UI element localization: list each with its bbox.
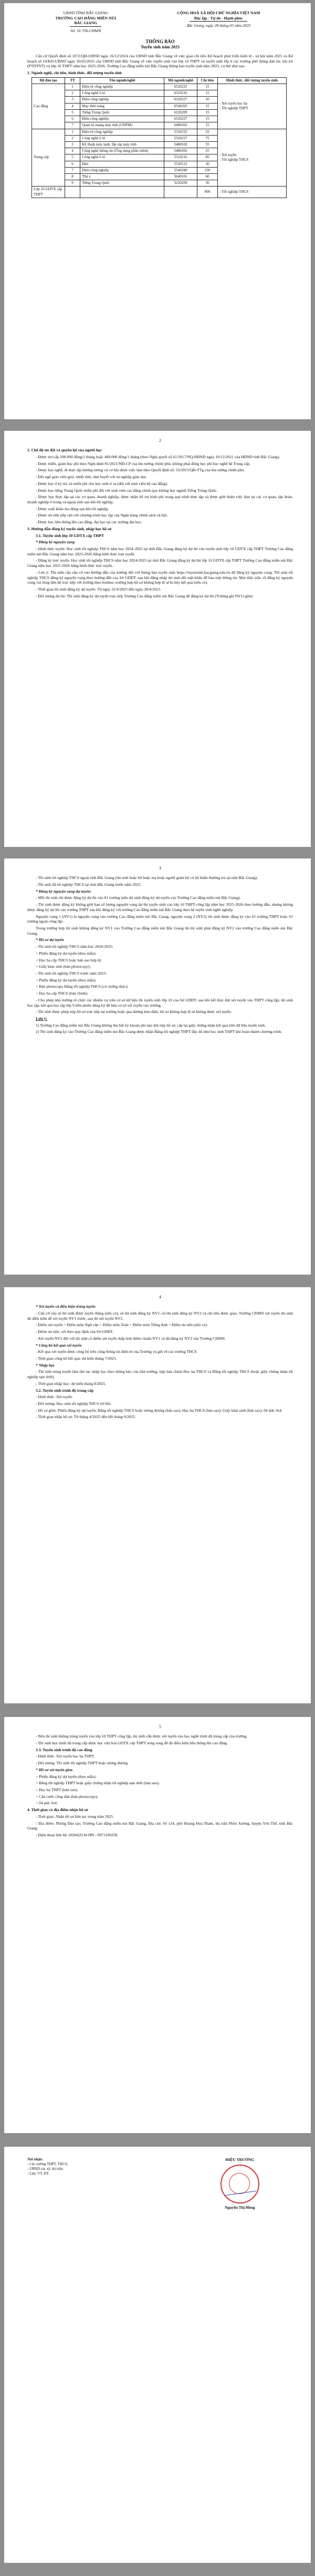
national-motto-block — [144, 11, 293, 34]
index-cell: 3 — [65, 141, 80, 148]
index-cell: 2 — [65, 90, 80, 97]
quota-cell: 30 — [197, 161, 218, 167]
paragraph: - Đăng ký trực tuyến: Học sinh tốt nghiệp THCS năm học 2024-2025 tại tỉnh Bắc Giang đăng ký dự thi lớp 10 GDTX cấp THPT Trường Cao đẳng miền núi Bắc Giang năm học 2025-2026 bằng hình thức trực tuyến. — [27, 558, 293, 568]
page-number: 4 — [159, 1295, 161, 1299]
form-cell — [217, 129, 286, 187]
paragraph: - Thí sinh đã tốt nghiệp THCS tại tỉnh Bắc Giang trước năm 2025. — [36, 882, 142, 887]
name-cell: May thời trang — [80, 103, 164, 109]
quota-cell: 15 — [197, 90, 218, 97]
benefit-item: - Được xuất khẩu lao động sau khi tốt nghiệp. — [36, 506, 109, 511]
code-cell: 5540280 — [164, 167, 197, 173]
paragraph: - Lưu ý: Thí sinh cần căn cứ vào hướng dẫn của trường đối với thông báo tuyển sinh https://tuyensinh.bacgiang.edu.vn để đăng ký nguyện vọng. Thí sinh tốt nghiệp THCS đăng ký nguyện vọng theo hướng dẫn của Sở GDĐT, sau khi đăng nhập thí sinh đổi mật khẩu để bảo mật thông tin. Mọi thắc mắc về đăng ký nguyện vọng vui lòng liên hệ trực tiếp với trường theo hotline; trường hợp hồ sơ không hợp lệ sẽ bị hủy kết quả (nếu có). — [27, 570, 293, 585]
paragraph: - Mỗi thí sinh chỉ được đăng ký dự thi vào 01 trường (nếu thí sinh đăng ký dự tuyển vào Trường Cao đẳng miền núi Bắc Giang). — [36, 895, 241, 901]
benefit-item: - Được học ở ký túc xá miễn phí cho học sinh ở xa (đối với sinh viên hệ cao đẳng). — [36, 481, 168, 486]
name-cell: Điện công nghiệp — [80, 97, 164, 103]
form-cell: - Tốt nghiệp THCS — [217, 187, 286, 198]
level-cell: Lớp 10 GDTX cấp THPT — [32, 187, 65, 198]
code-cell: 6520227 — [164, 97, 197, 103]
subheading: * Hồ sơ xét tuyển gồm — [36, 1767, 73, 1772]
quota-cell: 85 — [197, 154, 218, 161]
table-row — [32, 84, 287, 90]
paragraph: - Đối tượng: Học sinh tốt nghiệp THCS trở lên. — [36, 1401, 112, 1406]
code-cell: 5220209 — [164, 180, 197, 187]
note-heading: Lưu ý: — [36, 1016, 48, 1021]
table-row — [32, 187, 287, 198]
paragraph: - Căn cứ vào số thí sinh được tuyển thẳng (nếu có), số thí sinh đăng ký NV1, số thí sinh đăng ký NV2 và chỉ tiêu được giao; Trường CĐMN xét tuyển thí sinh đủ điều kiện để xét tuyển NV1 trước, sau đó xét tuyển NV2. — [27, 1310, 293, 1321]
recipients-block — [27, 2157, 147, 2210]
benefit-item: - Đội ngũ giáo viên giỏi, nhiệt tình, tâm huyết với sự nghiệp giáo dục. — [36, 474, 148, 480]
paragraph: Nguyện vọng 1 (NV1) là nguyện vọng vào trường Cao đẳng miền núi Bắc Giang, nguyện vọng 2 (NV2) thí sinh được đăng ký vào 01 trường THPT hoặc 01 trường ngoài công lập. — [27, 914, 293, 924]
name-cell: Điện tử công nghiệp — [80, 129, 164, 135]
quota-cell: 15 — [197, 116, 218, 122]
form-line: - Xét tuyển — [219, 152, 237, 157]
paragraph: - Hình thức: Xét tuyển. — [36, 1394, 73, 1400]
recipient-item: - Các trường THPT, THCS; — [27, 2161, 68, 2166]
paragraph: 1) Trường Cao đẳng miền núi Bắc Giang không thu bất kỳ khoản phí nào khi nộp hồ sơ, cấp lại giấy chứng nhận kết quả trên dữ liệu tuyển sinh. — [36, 1022, 266, 1028]
quota-cell: 900 — [197, 187, 218, 198]
paragraph: + Giấy khai sinh (bản photocopy); — [36, 964, 91, 969]
national-title: CỘNG HOÀ XÃ HỘI CHỦ NGHĨA VIỆT NAM — [177, 11, 260, 15]
paragraph: 2) Thí sinh đăng ký vào Trường Cao đẳng miền núi Bắc Giang được nhận Bằng tốt nghiệp THPT đầy đủ như học sinh THPT khi hoàn thành chương trình. — [36, 1029, 282, 1034]
paragraph: + Học bạ cấp THCS (bản chính). — [36, 991, 89, 996]
benefit-item: - Được học nghề, đi thực tập hưởng lương và cơ hội được việc làm theo Quyết định số: 53/2015/QĐ-TTg của thủ tướng chính phủ. — [36, 468, 245, 473]
paragraph: - Điện thoại liên hệ: (0204)3534 089 - 0971109258. — [36, 1833, 119, 1838]
subheading: * Hồ sơ dự tuyển — [36, 937, 64, 943]
code-cell: 5480202 — [164, 148, 197, 154]
quota-cell: 25 — [197, 129, 218, 135]
page-2 — [4, 431, 311, 847]
code-cell: 5640101 — [164, 174, 197, 180]
col-quota: Chỉ tiêu — [197, 77, 218, 84]
name-cell: Hàn — [80, 161, 164, 167]
quota-cell: 15 — [197, 109, 218, 116]
code-cell: 5480102 — [164, 141, 197, 148]
quota-cell: 55 — [197, 141, 218, 148]
code-cell: 6520225 — [164, 84, 197, 90]
name-cell — [80, 187, 164, 198]
form-target-line: - Tốt nghiệp THPT — [219, 106, 248, 111]
paragraph: - Điểm xét tuyển = Điểm môn Ngữ văn + Điểm môn Toán + Điểm môn Tiếng Anh + Điểm ưu tiên (nếu có). — [36, 1322, 208, 1328]
paragraph: - Đối tượng: Thí sinh tốt nghiệp THPT hoặc tương đương. — [36, 1761, 129, 1766]
quota-cell: 15 — [197, 103, 218, 109]
section-3-heading: 3. Hướng dẫn đăng ký tuyển sinh, nhập học hồ sơ — [27, 526, 112, 531]
paragraph: + Học bạ THPT (bản sao); — [36, 1787, 78, 1792]
document-number: Số: 10 /TB-CĐMN — [70, 28, 101, 34]
quota-cell: 50 — [197, 180, 218, 187]
motto-underline — [190, 21, 247, 22]
name-cell: Điện tử công nghiệp — [80, 84, 164, 90]
recipients-label: Nơi nhận: — [27, 2157, 44, 2161]
paragraph: + Bằng tốt nghiệp THPT hoặc giấy chứng nhận tốt nghiệp tạm thời (bản sao); — [36, 1781, 160, 1786]
issuer-block — [27, 11, 144, 34]
paragraph: - Kết quả xét tuyển được công bố trên cổng thông tin điện tử của Trường và gửi về các trường THCS. — [36, 1349, 198, 1354]
registration-heading: * Đăng ký nguyện vọng — [36, 540, 75, 545]
paragraph: - Hồ sơ gồm: Phiếu đăng ký dự tuyển; Bằng tốt nghiệp THCS hoặc tương đương (bản sao); Học bạ THCS (bản sao); Giấy khai sinh (bản sao); 04 ảnh 3x4. — [36, 1408, 282, 1413]
signer-title: HIỆU TRƯỞNG — [225, 2157, 255, 2162]
section-3-2-heading: 3.2. Tuyển sinh trình độ trung cấp — [36, 1388, 94, 1393]
paragraph: - Thí sinh được đăng ký không giới hạn số lượng nguyện vọng dự thi tuyển sinh vào lớp 10 THPT công lập năm học 2025-2026 theo hướng dẫn, nhưng không được đăng ký dự thi vào trường THPT sau khi đăng ký với trường Cao đẳng miền núi Bắc Giang theo hệ tuyển sinh nghề nghiệp. — [27, 902, 293, 912]
paragraph: - Cho phép nhà trường tổ chức các nhiệm vụ trên cơ sở dữ liệu thi tuyển sinh lớp 10 của Sở GDĐT, sau khi kết thúc đợt xét tuyển vào THPT công lập; thí sinh học tập, kết quả học tập lớp 9 trên phiếu đăng ký để làm cơ sở xét tuyển vào trường. — [27, 997, 293, 1008]
signature-section — [27, 2157, 293, 2210]
paragraph: - Thời gian công bố kết quả: dự kiến tháng 7/2025. — [36, 1356, 117, 1361]
code-cell: 5520227 — [164, 135, 197, 141]
benefit-item: - Được học thực tập tại các cơ quan, doanh nghiệp, được nhận hỗ trợ kinh phí trong quá trình thực tập và được giới thiệu việc làm tại các cơ quan, tập đoàn, doanh nghiệp ở trong và ngoài tỉnh sau khi tốt nghiệp. — [27, 494, 293, 504]
paragraph: - Thí sinh trúng tuyển làm thủ tục nhập học theo thông báo của nhà trường, nộp bản chính Học bạ THCS và Bằng tốt nghiệp THCS (hoặc giấy chứng nhận tốt nghiệp tạm thời). — [27, 1369, 293, 1380]
index-cell: 9 — [65, 180, 80, 187]
col-name: Tên ngành/nghề — [80, 77, 164, 84]
page-5 — [4, 1717, 311, 2133]
section-3-1-heading: 3.1. Tuyển sinh lớp 10 GDTX cấp THPT — [36, 533, 104, 538]
index-cell: 3 — [65, 97, 80, 103]
code-cell: 5520123 — [164, 161, 197, 167]
name-cell: Điện công nghiệp — [80, 116, 164, 122]
quota-cell: 15 — [197, 122, 218, 129]
index-cell: 8 — [65, 174, 80, 180]
name-cell: Công nghệ ô tô — [80, 154, 164, 161]
subheading: * Nhập học — [36, 1362, 55, 1368]
index-cell: 4 — [65, 148, 80, 154]
subheading: * Công bố kết quả xét tuyển — [36, 1342, 82, 1348]
paragraph: - Thời gian nhập học: dự kiến tháng 8/2025. — [36, 1381, 106, 1386]
code-cell: 6540205 — [164, 103, 197, 109]
paragraph: + Căn cước công dân (bản photocopy); — [36, 1794, 98, 1799]
code-cell: 6220209 — [164, 109, 197, 116]
paragraph: - Thí sinh được phép nộp hồ sơ trực tiếp tại trường hoặc qua đường bưu điện, hồ sơ không hợp lệ sẽ không được xét tuyển. — [36, 1009, 232, 1015]
paragraph: - Thời gian nhận hồ sơ: Từ tháng 4/2025 đến hết tháng 9/2025. — [36, 1414, 136, 1420]
name-cell: Quản trị mạng máy tính (UDPM) — [80, 122, 164, 129]
paragraph: - Thí sinh tốt nghiệp THCS năm học 2024-2025: — [36, 944, 113, 949]
benefit-item: - Được học liên thông lên cao đẳng, đại học tại các trường đại học. — [36, 520, 142, 525]
name-cell: Công nghệ ô tô — [80, 90, 164, 97]
paragraph: - Hình thức tuyển: Học sinh tốt nghiệp THCS năm học 2024-2025 tại tỉnh Bắc Giang đăng ký dự thi vào tuyển sinh lớp 10 GDTX cấp THPT Trường Cao đẳng miền núi Bắc Giang năm học 2025-2026 bằng hình thức trực tuyến. — [27, 546, 293, 556]
paragraph: - Hình thức: Xét tuyển học bạ THPT. — [36, 1754, 95, 1759]
quota-cell: 60 — [197, 174, 218, 180]
page-4 — [4, 1287, 311, 1703]
recipient-item: - UBND các xã, thị trấn; — [27, 2166, 64, 2171]
index-cell: 5 — [65, 109, 80, 116]
signer-name: Nguyễn Thị Hồng — [224, 2205, 255, 2210]
section-3-3-heading: 3.3. Tuyển sinh trình độ cao đẳng — [36, 1747, 92, 1752]
section-1-heading: 1. Ngành nghề, chỉ tiêu, hình thức, đối tượng tuyển sinh — [27, 70, 122, 76]
paragraph: - Xét tuyển NV2 đối với thí sinh có điểm xét tuyển thấp hơn điểm chuẩn NV1 và đã đăng ký NV2 vào Trường CĐMN. — [36, 1336, 226, 1341]
page-1 — [4, 3, 311, 419]
table-header-row — [32, 77, 287, 84]
index-cell: 4 — [65, 103, 80, 109]
form-line: - Xét tuyển học bạ — [219, 101, 247, 106]
paragraph: - Thí sinh học trình độ trung cấp được học văn hóa GDTX cấp THPT song song để đủ điều kiện liên thông lên cao đẳng. — [36, 1740, 228, 1745]
intro-paragraph: Căn cứ Quyết định số 1072/QĐ-UBND ngày 16/12/2024 của UBND tỉnh Bắc Giang về việc giao chỉ tiêu Kế hoạch phát triển kinh tế - xã hội năm 2025 và Kế hoạch số 14/KH-UBND ngày 26/02/2025 của UBND tỉnh Bắc Giang về việc tuyển sinh vào lớp 10 THPT và tuyển sinh lớp 6 các trường phổ thông dân tộc nội trú (PTDTNT) và lớp 10 THPT năm học 2025-2026. Trường Cao đẳng miền núi Bắc Giang thông báo tuyển sinh năm 2025, cụ thể như sau: — [27, 53, 293, 69]
recipient-item: - Lưu: VT, ĐT. — [27, 2171, 50, 2176]
section-2-heading: 2. Chế độ ưu đãi và quyền lợi của người học — [27, 448, 102, 453]
paragraph: + Phiếu đăng ký dự tuyển (theo mẫu); — [36, 977, 97, 982]
col-form: Hình thức, đối tượng tuyển sinh — [217, 77, 286, 84]
index-cell — [65, 187, 80, 198]
paragraph: + Bản photocopy Bằng tốt nghiệp THCS (có chứng thực); — [36, 984, 129, 989]
form-target-line: - Tốt nghiệp THCS — [219, 158, 249, 162]
paragraph: - Thời gian thí sinh đăng ký dự tuyển: Từ ngày 22/4/2025 đến ngày 28/4/2025. — [36, 587, 162, 592]
paragraph: + Phiếu đăng ký dự tuyển (theo mẫu); — [36, 1774, 97, 1779]
paragraph: + Học bạ cấp THCS hoặc bản sao hợp lệ; — [36, 957, 102, 963]
page-number: 5 — [159, 1724, 161, 1729]
signer-block — [187, 2157, 293, 2210]
issuer-line-2: TRƯỜNG CAO ĐẲNG MIỀN NÚI — [55, 15, 116, 20]
subheading: * Đăng ký nguyện vọng dự tuyển: — [36, 888, 92, 894]
document-header — [27, 11, 293, 34]
notice-subtitle: Tuyển sinh năm 2025 — [140, 45, 180, 50]
index-cell: 1 — [65, 129, 80, 135]
quota-cell: 10 — [197, 97, 218, 103]
index-cell: 5 — [65, 154, 80, 161]
paragraph: - Thí sinh tốt nghiệp THCS trước năm 2025: — [36, 971, 107, 976]
issuer-underline — [70, 26, 101, 27]
code-cell: 5520225 — [164, 129, 197, 135]
level-cell: Cao đẳng — [32, 84, 65, 129]
section-4-heading: 4. Thời gian và địa điểm nhận hồ sơ — [27, 1807, 88, 1813]
name-cell: Tiếng Trung Quốc — [80, 180, 164, 187]
index-cell: 2 — [65, 135, 80, 141]
paragraph: - Điểm ưu tiên: xét theo quy định của Sở GDĐT. — [36, 1329, 114, 1334]
subheading: * Xét tuyển và điều kiện trúng tuyển — [36, 1304, 96, 1309]
issuer-line-1: UBND TỈNH BẮC GIANG — [63, 11, 108, 15]
name-cell: Tiếng Trung Quốc — [80, 109, 164, 116]
national-motto: Độc lập - Tự do - Hạnh phúc — [194, 15, 243, 20]
col-index: TT — [65, 77, 80, 84]
quota-cell: 230 — [197, 167, 218, 173]
page-6 — [4, 2147, 311, 2563]
place-date: Bắc Giang, ngày 28 tháng 03 năm 2025 — [186, 23, 251, 28]
name-cell: Điện công nghiệp — [80, 167, 164, 173]
form-cell — [217, 84, 286, 129]
table-row — [32, 129, 287, 135]
page-number: 2 — [159, 438, 161, 443]
paragraph: - Địa điểm: Phòng Đào tạo, Trường Cao đẳng miền núi Bắc Giang, Địa chỉ: Số 114, phố Hoàng Hoa Thám, thị trấn Phồn Xương, huyện Yên Thế, tỉnh Bắc Giang. — [27, 1820, 293, 1831]
quota-cell: 15 — [197, 84, 218, 90]
name-cell: Kỹ thuật máy lạnh, lắp ráp máy tính — [80, 141, 164, 148]
code-cell: 5510216 — [164, 154, 197, 161]
index-cell: 6 — [65, 161, 80, 167]
name-cell: Công nghệ thông tin (Ứng dụng phần mềm) — [80, 148, 164, 154]
code-cell: 6510216 — [164, 90, 197, 97]
page-number: 3 — [159, 866, 161, 871]
benefit-item: - Được ưu tiên tiếp cận với chương trình học tập của Ngân hàng chính sách xã hội. — [36, 513, 168, 518]
benefit-item: - Được học tiếng Trung Quốc miễn phí đối với sinh viên cao đẳng chính quy không học ngành Tiếng Trung Quốc. — [36, 488, 218, 493]
col-code: Mã ngành/nghề — [164, 77, 197, 84]
notice-title: THÔNG BÁO — [145, 38, 175, 44]
index-cell: 1 — [65, 84, 80, 90]
index-cell: 6 — [65, 116, 80, 122]
level-cell: Trung cấp — [32, 129, 65, 187]
benefit-item: - Được miễn, giảm học phí theo Nghị định 81/2021/NĐ-CP của thủ tướng chính phủ, không phải đóng học phí học nghề hệ Trung cấp. — [36, 461, 250, 466]
quota-cell: 25 — [197, 148, 218, 154]
code-cell — [164, 187, 197, 198]
name-cell: Công nghệ ô tô — [80, 135, 164, 141]
paragraph: + Phiếu đăng ký dự tuyển (theo mẫu); — [36, 950, 97, 956]
issuer-line-3: BẮC GIANG — [74, 20, 98, 26]
paragraph: Trong trường hợp thí sinh không đăng ký NV1 vào Trường Cao đẳng miền núi Bắc Giang thì thí sinh phải đăng ký NV2 vào trường Cao đẳng miền núi Bắc Giang. — [27, 925, 293, 936]
page-3 — [4, 858, 311, 1275]
paragraph: - Thời gian: Nhận hồ sơ liên tục trong năm 2025. — [36, 1814, 114, 1819]
name-cell: Thú y — [80, 174, 164, 180]
paragraph: - Thí sinh tốt nghiệp THCS ngoài tỉnh Bắc Giang (thí sinh hoặc bố hoặc mẹ hoặc người giám hộ có hộ khẩu thường trú tại tỉnh Bắc Giang). — [36, 875, 258, 881]
code-cell: 6520227 — [164, 116, 197, 122]
quota-cell: 75 — [197, 135, 218, 141]
paragraph: + 04 ảnh 3x4. — [36, 1801, 58, 1806]
code-cell: 6480202 — [164, 122, 197, 129]
index-cell: 7 — [65, 122, 80, 129]
paragraph: - Đối tượng dự thi: Thí sinh đăng ký dự tuyển trực tiếp Trường Cao đẳng miền núi Bắc Giang để đăng ký dự thi (Trường ghi NV1) gồm: — [36, 593, 254, 598]
col-level: Hệ đào tạo — [32, 77, 65, 84]
benefit-item: - Được trợ cấp 200.000 đồng/1 tháng hoặc 400.000 đồng/1 tháng (theo Nghị quyết số 61/2017/NQ-HĐND ngày 10/12/2021 của HĐND tỉnh Bắc Giang). — [36, 454, 280, 459]
admissions-table — [32, 77, 287, 198]
paragraph: - Nếu thí sinh không trúng tuyển vào lớp 10 THPT công lập, thí sinh vẫn được xét tuyển vào học nghề trình độ trung cấp của trường. — [36, 1734, 248, 1739]
index-cell: 7 — [65, 167, 80, 173]
